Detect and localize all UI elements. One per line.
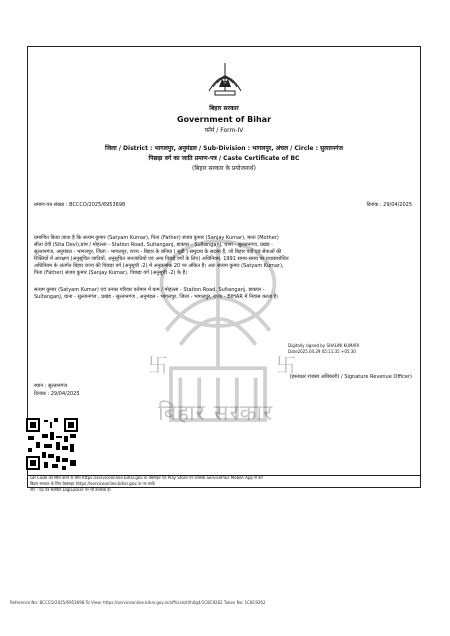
watermark-text: बिहार सरकार: [158, 401, 274, 426]
para1-line-5: अधिनियम के अंतर्गत बिहार राज्य की पिछड़ा वर्ग (अनुसूची -2) में अनुक्रमांक 20 पर अंकित है। अतः सत्यम कुमार (Satyam Kumar),: [34, 263, 284, 269]
qr-code[interactable]: [26, 418, 78, 470]
certificate-frame: [27, 46, 421, 492]
certificate-subtitle: (बिहार सरकार के प्रयोजनार्थ): [192, 165, 256, 172]
digital-signature-line-2: Date2025.04.29 05:11:35 +05:30: [288, 349, 356, 354]
digital-signature: [288, 343, 359, 355]
para1-line-2: सीता देवी (Sita Devi),ग्राम / मोहल्ला - Station Road, Sultanganj, डाकघर - Sultanganj, थाना - सुल्तानगंज, प्रखंड -: [34, 242, 273, 248]
signature-label: (हस्ताक्षर राजस्व अधिकारी) / Signature Revenue Officer): [289, 374, 412, 380]
certificate-date: दिनांक : 29/04/2025: [366, 202, 412, 208]
para2-line-2: Sultanganj, थाना - सुल्तानगंज , प्रखंड - सुल्तानगंज , अनुमंडल - भागलपुर, जिला - भागलपुर, राज्य - BIHAR में निवास करता है।: [34, 294, 279, 300]
place-date-label: दिनांक : 29/04/2025: [34, 391, 80, 397]
para1-line-6: पिता (Father) संजय कुमार (Sanjay Kumar), पिछड़ा वर्ग (अनुसूची -2) के हैं।: [34, 270, 187, 276]
para1-line-3: सुल्तानगंज, अनुमंडल - भागलपुर, जिला - भागलपुर, राज्य - बिहार के बनिया ( सूड़ी ) समुदाय के सदस्य हैं, जो बिहार पदों एवं सेवाओं की: [34, 249, 282, 255]
footer-note-2: बिहार सरकार के लिए वेबसाइट https://serviceonline.bihar.gov.in पर जायें।: [30, 481, 156, 486]
swastik-right-icon: 卐: [276, 353, 296, 377]
bihar-emblem-icon: [203, 57, 247, 101]
digital-signature-line-1: Digitally signed by SHALINI KUMARI: [288, 343, 360, 348]
place-label: स्थान : सुल्तानगंज: [34, 383, 68, 389]
english-govt-title: Government of Bihar: [176, 115, 272, 124]
footer-notes: [30, 475, 418, 493]
form-label: फॉर्म / Form-IV: [204, 127, 244, 134]
bottom-reference-line: Reference No: BCCCO/2025/6953698 To View: https://serviceonline.bihar.gov.in/officials/t/lh0g4/1C8C9262 Token No: 1C8C9262: [10, 600, 266, 605]
para1-line-1: प्रमाणित किया जाता है कि सत्यम कुमार (Satyam Kumar), पिता (Father) संजय कुमार (Sanjay Kumar), माता (Mother): [34, 235, 279, 241]
swastik-left-icon: 卐: [148, 353, 168, 377]
para2-line-1: सत्यम कुमार (Satyam Kumar) एवं उनका परिवार वर्तमान में ग्राम / मोहल्ला - Station Road, Sultanganj, डाकघर -: [34, 287, 265, 293]
footer-note-3: नोट : यह पत्र संबंधित DigiLocker पर भी उपलब्ध है।: [30, 487, 111, 492]
para1-line-4: रिक्तियों में आरक्षण (अनुसूचित जातियों, अनुसूचित जनजातियों एवं अन्य पिछड़े वर्गों के लिए) अधिनियम, 1991 समय-समय पर यथासंशोधित: [34, 256, 289, 262]
certificate-title: पिछड़ा वर्ग का जाति प्रमाण-पत्र / Caste Certificate of BC: [148, 155, 300, 162]
footer-note-1: GR Code को स्कैन करने के लिए https://serviceonline.bihar.gov.in वेबसाइट एवं Play Store पर उपलब्ध ServicePlus Mobile App से करें: [30, 475, 263, 480]
location-line: जिला / District : भागलपुर, अनुमंडल / Sub-Division : भागलपुर, अंचल / Circle : सुल्तानगंज: [105, 145, 343, 152]
hindi-govt-title: बिहार सरकार: [209, 105, 239, 112]
certificate-number: प्रमाण-पत्र संख्या : BCCCO/2025/6953698: [34, 202, 126, 208]
certificate-paragraph-2: [34, 287, 414, 301]
certificate-paragraph-1: [34, 235, 414, 277]
